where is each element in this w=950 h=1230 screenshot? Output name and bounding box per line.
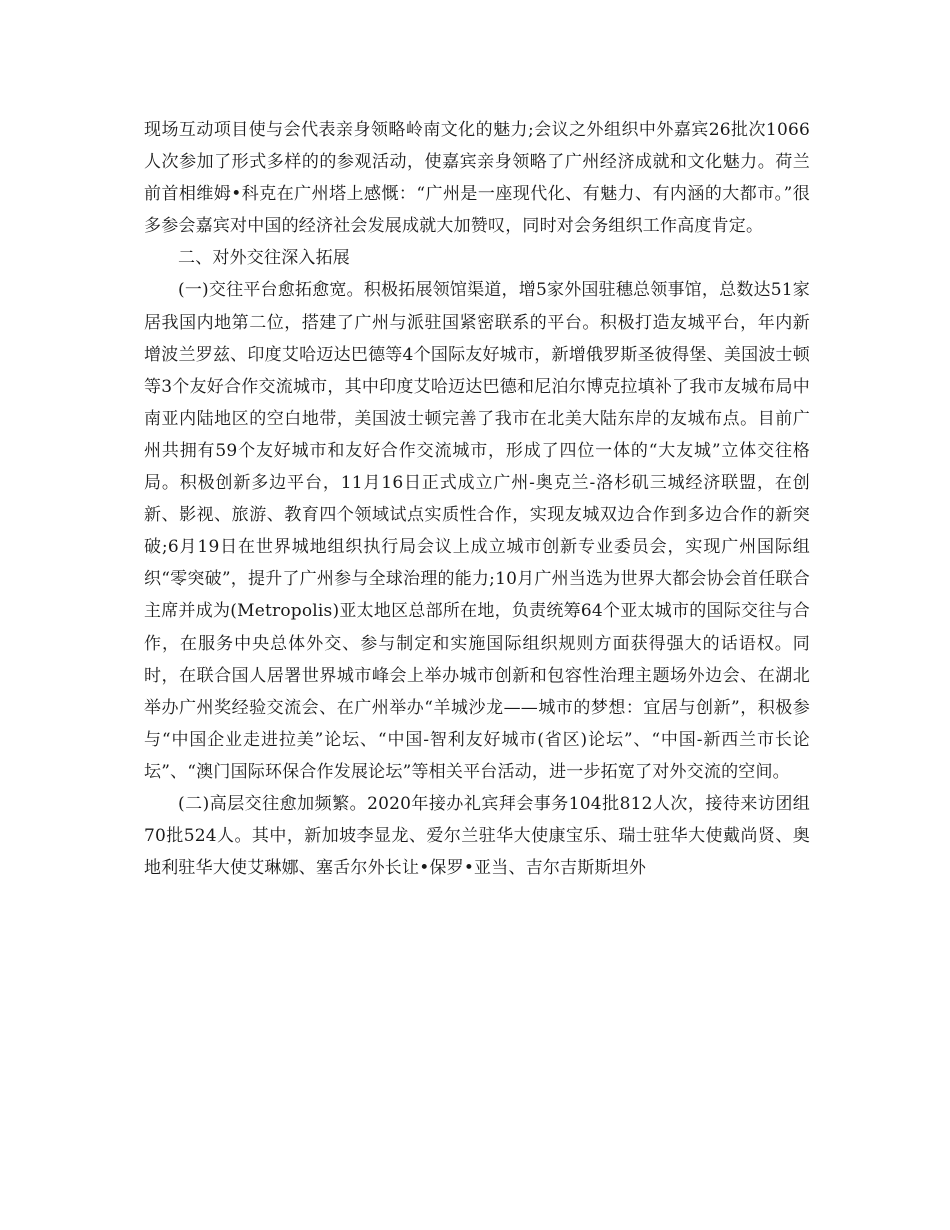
paragraph-exchange-platforms: (一)交往平台愈拓愈宽。积极拓展领馆渠道，增5家外国驻穗总领事馆，总数达51家居我国内地第二位，搭建了广州与派驻国紧密联系的平台。积极打造友城平台，年内新增波兰罗兹、印度艾哈迈达巴德等4个国际友好城市，新增俄罗斯圣彼得堡、美国波士顿等3个友好合作交流城市，其中印度艾哈迈达巴德和尼泊尔博克拉填补了我市友城布局中南亚内陆地区的空白地带，美国波士顿完善了我市在北美大陆东岸的友城布点。目前广州共拥有59个友好城市和友好合作交流城市，形成了四位一体的“大友城”立体交往格局。积极创新多边平台，11月16日正式成立广州-奥克兰-洛杉矶三城经济联盟，在创新、影视、旅游、教育四个领域试点实质性合作，实现友城双边合作到多边合作的新突破;6月19日在世界城地组织执行局会议上成立城市创新专业委员会，实现广州国际组织“零突破”，提升了广州参与全球治理的能力;10月广州当选为世界大都会协会首任联合主席并成为(Metropolis)亚太地区总部所在地，负责统筹64个亚太城市的国际交往与合作，在服务中央总体外交、参与制定和实施国际组织规则方面获得强大的话语权。同时，在联合国人居署世界城市峰会上举办城市创新和包容性治理主题场外边会、在湖北举办广州奖经验交流会、在广州举办“羊城沙龙——城市的梦想：宜居与创新”，积极参与“中国企业走进拉美”论坛、“中国-智利友好城市(省区)论坛”、“中国-新西兰市长论坛”、“澳门国际环保合作发展论坛”等相关平台活动，进一步拓宽了对外交流的空间。 bbox=[144, 280, 810, 782]
paragraph-high-level-exchanges: (二)高层交往愈加频繁。2020年接办礼宾拜会事务104批812人次，接待来访团组70批524人。其中，新加坡李显龙、爱尔兰驻华大使康宝乐、瑞士驻华大使戴尚贤、奥地利驻华大使艾琳娜、塞舌尔外长让•保罗•亚当、吉尔吉斯斯坦外 bbox=[144, 793, 810, 879]
section-heading: 二、对外交往深入拓展 bbox=[178, 248, 350, 269]
paragraph-continuation: 现场互动项目使与会代表亲身领略岭南文化的魅力;会议之外组织中外嘉宾26批次1066人次参加了形式多样的的参观活动，使嘉宾亲身领略了广州经济成就和文化魅力。荷兰前首相维姆•科克在广州塔上感慨：“广州是一座现代化、有魅力、有内涵的大都市。”很多参会嘉宾对中国的经济社会发展成就大加赞叹，同时对会务组织工作高度肯定。 bbox=[144, 120, 810, 237]
document-page bbox=[144, 114, 810, 884]
